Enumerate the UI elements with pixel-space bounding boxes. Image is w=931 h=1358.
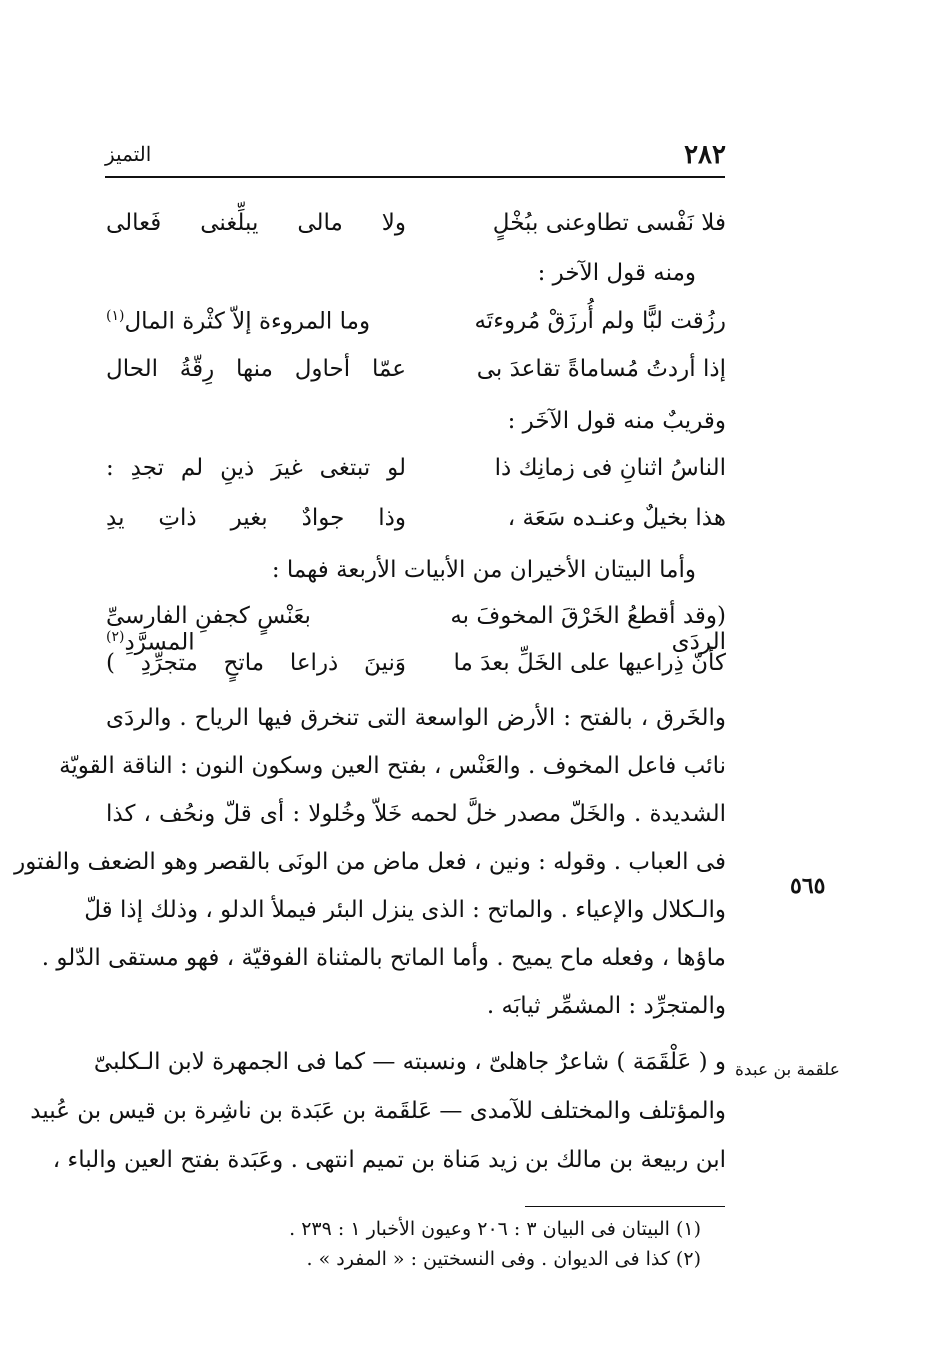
verse-first-hemistich: فلا نَفْسى تطاوعنى ببُخْلٍ [492, 210, 726, 236]
verse-line [106, 505, 726, 539]
prose-line: والمؤتلف والمختلف للآمدى — عَلقَمة بن عَبَدة بن ناشِرة بن قيس بن عُبيد [30, 1098, 726, 1124]
verse-second-hemistich [106, 308, 406, 335]
verse-first-hemistich: كأنّ ذِراعيها على الخَلِّ بعدَ ما [453, 650, 726, 676]
verse-hemistich-text: وما المروءة إلاّ كثْرة المال [124, 308, 371, 335]
verse-hemistich-text: بعَنْسٍ كجفنِ الفارسىِّ المسرَّدِ [106, 603, 311, 656]
verse-first-hemistich: هذا بخيلٌ وعنـده سَعَة ، [507, 505, 726, 531]
verse-second-hemistich: وَنينَ ذراعا ماتحٍ متجرِّدِ ) [106, 650, 406, 676]
verse-first-hemistich: إذا أردتُ مُساماةً تقاعدَ بى [476, 356, 726, 382]
verse-line [106, 650, 726, 684]
verse-first-hemistich: الناسُ اثنانِ فى زمانِك ذا [494, 455, 726, 481]
footnote-ref: (١) [106, 308, 125, 324]
intro-line: وأما البيتان الأخيران من الأبيات الأربعة فهما : [271, 557, 696, 583]
prose-line: و ( عَلْقَمَة ) شاعرٌ جاهلىّ ، ونسبته — كما فى الجمهرة لابن الـكلبىّ [93, 1049, 726, 1075]
prose-line: نائب فاعل المخوف . والعَنْس ، بفتح العين وسكون النون : الناقة القويّة [59, 753, 726, 779]
header-rule [105, 176, 725, 178]
footnote: (١) البيتان فى البيان ٣ : ٢٠٦ وعيون الأخبار ١ : ٢٣٩ . [289, 1218, 701, 1240]
footnote: (٢) كذا فى الديوان . وفى النسختين : « المفرد » . [306, 1248, 701, 1270]
footnote-ref: (٢) [106, 629, 125, 645]
verse-second-hemistich: لو تبتغى غيرَ ذينِ لم تجدِ : [106, 455, 406, 481]
verse-line [106, 210, 726, 244]
verse-first-hemistich: (وقد أقطعُ الخَرْقَ المخوفَ به الردَى [450, 603, 726, 655]
prose-line: الشديدة . والخَلّ مصدر خلَّ لحمه خَلاّ وخُلولا : أى قلّ ونحُف ، كذا [106, 801, 726, 827]
prose-line: ابن ربيعة بن مالك بن زيد مَناة بن تميم انتهى . وعَبَدة بفتح العين والباء ، [52, 1147, 726, 1173]
margin-name: علقمة بن عبدة [735, 1060, 840, 1080]
running-title: التميز [105, 142, 152, 166]
prose-line: والمتجرِّد : المشمِّر ثيابَه . [486, 993, 726, 1019]
verse-line [106, 308, 726, 342]
intro-line: وقريبٌ منه قول الآخَر : [507, 408, 726, 434]
verse-line [106, 603, 726, 656]
verse-second-hemistich [106, 603, 406, 656]
verse-line [106, 356, 726, 390]
intro-line: ومنه قول الآخر : [537, 260, 696, 286]
prose-line: والـكلال والإعياء . والماتح : الذى ينزل البئر فيملأ الدلو ، وذلك إذا قلّ [84, 897, 726, 923]
margin-number: ٥٦٥ [790, 873, 826, 899]
verse-second-hemistich: ولا مالى يبلِّغنى فَعالى [106, 210, 406, 236]
prose-line: فى العباب . وقوله : ونين ، فعل ماض من الونَى بالقصر وهو الضعف والفتور [14, 849, 726, 875]
prose-line: ماؤها ، وفعله ماح يميح . وأما الماتح بالمثناة الفوقيّة ، فهو مستقى الدّلو . [41, 945, 726, 971]
page-number: ٢٨٢ [684, 140, 726, 170]
verse-second-hemistich: عمّا أحاول منها رِقّةُ الحال [106, 356, 406, 382]
prose-line: والخَرق ، بالفتح : الأرض الواسعة التى تنخرق فيها الرياح . والردَى [106, 705, 726, 731]
footnote-rule [525, 1206, 725, 1207]
verse-second-hemistich: وذا جوادٌ بغير ذاتِ يدِ [106, 505, 406, 531]
verse-first-hemistich: رزُقت لبًّا ولم أُرزَقْ مُروءتَه [474, 308, 726, 334]
verse-line [106, 455, 726, 489]
